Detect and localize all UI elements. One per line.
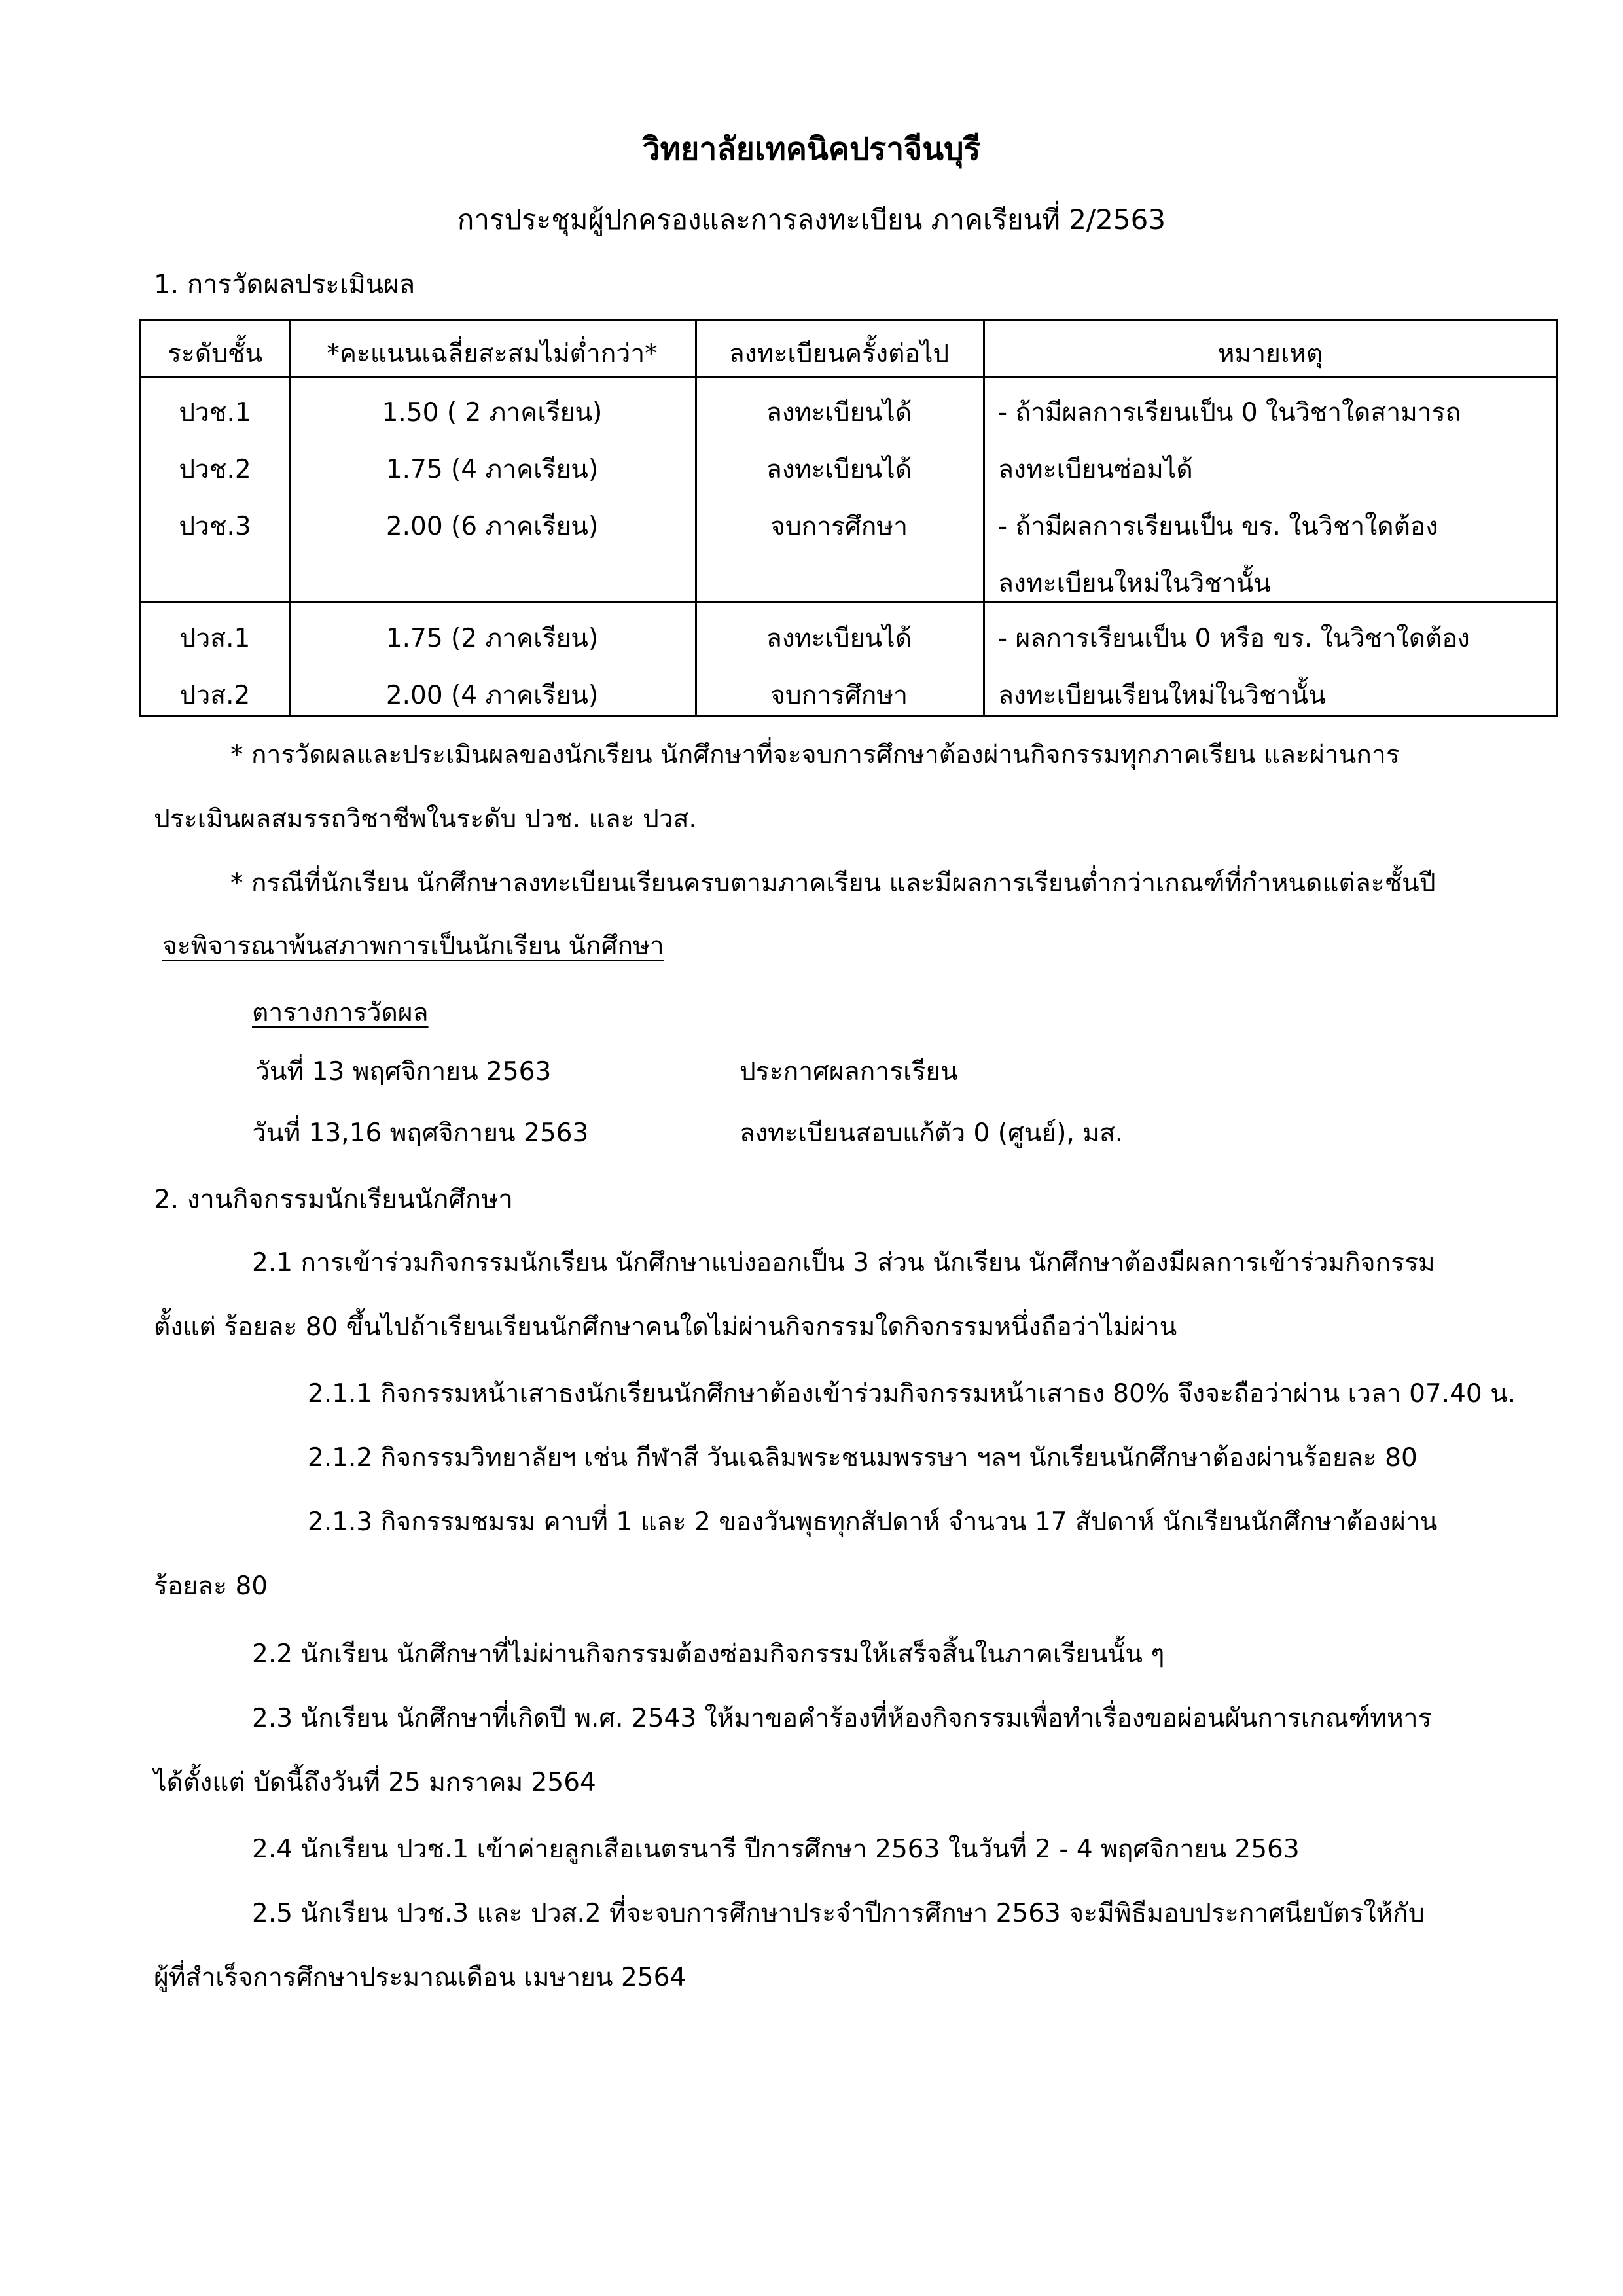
table-cell-note: ลงทะเบียนใหม่ในวิชานั้น	[998, 569, 1271, 598]
table-header-gpa: *คะแนนเฉลี่ยสะสมไม่ต่ำกว่า*	[327, 339, 658, 368]
paragraph-2-1-line1: 2.1 การเข้าร่วมกิจกรรมนักเรียน นักศึกษาแบ่งออกเป็น 3 ส่วน นักเรียน นักศึกษาต้องมีผลการเข้าร่วมกิจกรรม	[252, 1248, 1435, 1278]
table-divider	[141, 376, 1556, 378]
table-cell-next: จบการศึกษา	[770, 512, 908, 541]
schedule-date: วันที่ 13,16 พฤศจิกายน 2563	[252, 1119, 589, 1148]
table-header-level: ระดับชั้น	[167, 339, 263, 368]
table-cell-gpa: 2.00 (6 ภาคเรียน)	[385, 512, 599, 541]
paragraph-2-3-line2: ได้ตั้งแต่ บัดนี้ถึงวันที่ 25 มกราคม 2564	[154, 1768, 596, 1797]
section2-heading: 2. งานกิจกรรมนักเรียนนักศึกษา	[154, 1185, 513, 1215]
table-cell-note: - ถ้ามีผลการเรียนเป็น 0 ในวิชาใดสามารถ	[998, 398, 1461, 427]
table-cell-level: ปวส.2	[179, 681, 251, 710]
paragraph-2-5-line1: 2.5 นักเรียน ปวช.3 และ ปวส.2 ที่จะจบการศึกษาประจำปีการศึกษา 2563 จะมีพิธีมอบประกาศนียบัตรให้กับ	[252, 1899, 1425, 1928]
table-cell-level: ปวส.1	[179, 624, 251, 653]
table-cell-gpa: 1.75 (2 ภาคเรียน)	[385, 624, 599, 653]
table-cell-next: ลงทะเบียนได้	[766, 398, 912, 427]
note2-line2: จะพิจารณาพ้นสภาพการเป็นนักเรียน นักศึกษา	[162, 931, 664, 961]
document-title: วิทยาลัยเทคนิคปราจีนบุรี	[642, 131, 981, 168]
paragraph-2-1-3-line1: 2.1.3 กิจกรรมชมรม คาบที่ 1 และ 2 ของวันพุธทุกสัปดาห์ จำนวน 17 สัปดาห์ นักเรียนนักศึกษาต้องผ่าน	[308, 1507, 1438, 1537]
paragraph-2-2: 2.2 นักเรียน นักศึกษาที่ไม่ผ่านกิจกรรมต้องซ่อมกิจกรรมให้เสร็จสิ้นในภาคเรียนนั้น ๆ	[252, 1640, 1165, 1669]
table-cell-gpa: 1.50 ( 2 ภาคเรียน)	[382, 398, 603, 427]
evaluation-table	[139, 319, 1558, 717]
paragraph-2-1-line2: ตั้งแต่ ร้อยละ 80 ขึ้นไปถ้าเรียนเรียนนักศึกษาคนใดไม่ผ่านกิจกรรมใดกิจกรรมหนึ่งถือว่าไม่ผ่าน	[154, 1312, 1177, 1342]
paragraph-2-4: 2.4 นักเรียน ปวช.1 เข้าค่ายลูกเสือเนตรนารี ปีการศึกษา 2563 ในวันที่ 2 - 4 พฤศจิกายน 2563	[252, 1835, 1300, 1864]
note2-line1: * กรณีที่นักเรียน นักศึกษาลงทะเบียนเรียนครบตามภาคเรียน และมีผลการเรียนต่ำกว่าเกณฑ์ที่กำหนดแต่ละชั้นปี	[230, 869, 1436, 898]
table-cell-note: ลงทะเบียนเรียนใหม่ในวิชานั้น	[998, 681, 1326, 710]
table-cell-gpa: 1.75 (4 ภาคเรียน)	[385, 455, 599, 484]
paragraph-2-3-line1: 2.3 นักเรียน นักศึกษาที่เกิดปี พ.ศ. 2543 ให้มาขอคำร้องที่ห้องกิจกรรมเพื่อทำเรื่องขอผ่อนผันการเกณฑ์ทหาร	[252, 1704, 1432, 1733]
schedule-event: ประกาศผลการเรียน	[740, 1057, 958, 1086]
note1-line2: ประเมินผลสมรรถวิชาชีพในระดับ ปวช. และ ปวส.	[154, 804, 697, 834]
table-cell-next: ลงทะเบียนได้	[766, 624, 912, 653]
schedule-date: วันที่ 13 พฤศจิกายน 2563	[255, 1057, 552, 1086]
table-cell-next: จบการศึกษา	[770, 681, 908, 710]
schedule-event: ลงทะเบียนสอบแก้ตัว 0 (ศูนย์), มส.	[740, 1119, 1124, 1148]
table-cell-level: ปวช.1	[179, 398, 251, 427]
note1-line1: * การวัดผลและประเมินผลของนักเรียน นักศึกษาที่จะจบการศึกษาต้องผ่านกิจกรรมทุกภาคเรียน และผ่านการ	[230, 740, 1400, 770]
table-cell-level: ปวช.2	[179, 455, 251, 484]
table-cell-gpa: 2.00 (4 ภาคเรียน)	[385, 681, 599, 710]
paragraph-2-5-line2: ผู้ที่สำเร็จการศึกษาประมาณเดือน เมษายน 2564	[154, 1963, 687, 1992]
table-cell-level: ปวช.3	[179, 512, 251, 541]
table-cell-note: - ผลการเรียนเป็น 0 หรือ ขร. ในวิชาใดต้อง	[998, 624, 1470, 653]
table-cell-next: ลงทะเบียนได้	[766, 455, 912, 484]
table-header-next: ลงทะเบียนครั้งต่อไป	[728, 339, 950, 368]
table-header-note: หมายเหตุ	[1217, 339, 1323, 368]
table-divider	[983, 321, 985, 715]
paragraph-2-1-3-line2: ร้อยละ 80	[154, 1571, 268, 1601]
document-subtitle: การประชุมผู้ปกครองและการลงทะเบียน ภาคเรียนที่ 2/2563	[457, 204, 1166, 236]
schedule-heading: ตารางการวัดผล	[252, 998, 429, 1028]
paragraph-2-1-1: 2.1.1 กิจกรรมหน้าเสาธงนักเรียนนักศึกษาต้องเข้าร่วมกิจกรรมหน้าเสาธง 80% จึงจะถือว่าผ่าน เวลา 07.40 น.	[308, 1379, 1516, 1408]
section1-heading: 1. การวัดผลประเมินผล	[154, 270, 416, 300]
table-cell-note: - ถ้ามีผลการเรียนเป็น ขร. ในวิชาใดต้อง	[998, 512, 1438, 541]
table-cell-note: ลงทะเบียนซ่อมได้	[998, 455, 1193, 484]
paragraph-2-1-2: 2.1.2 กิจกรรมวิทยาลัยฯ เช่น กีฬาสี วันเฉลิมพระชนมพรรษา ฯลฯ นักเรียนนักศึกษาต้องผ่านร้อยละ 80	[308, 1443, 1418, 1473]
